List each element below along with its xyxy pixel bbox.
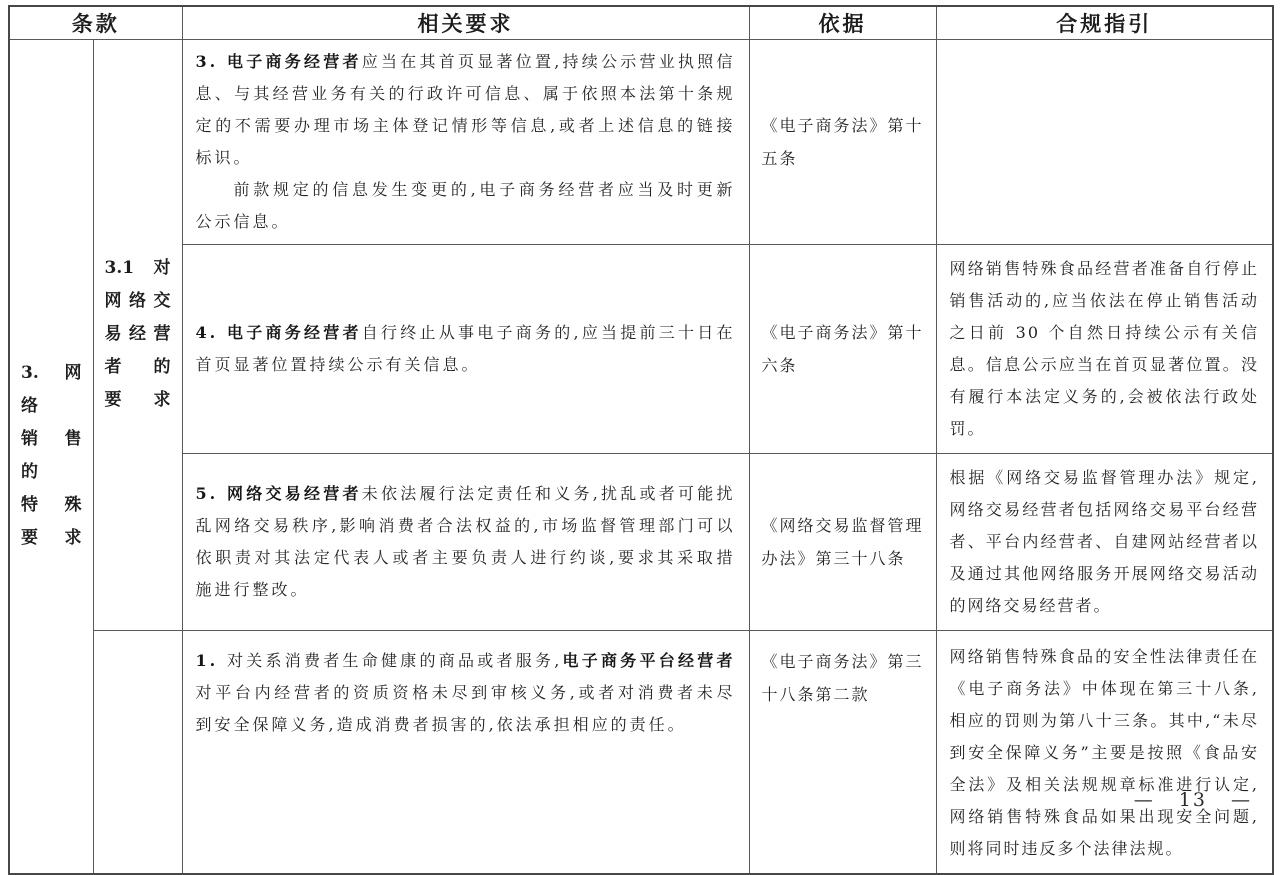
header-requirement: 相关要求 — [182, 6, 749, 39]
clause-cell: 3. 网 络 销 售 的 特 殊 要求 — [9, 39, 93, 874]
table-row — [9, 453, 1273, 630]
table-header-row — [9, 6, 1273, 39]
sub-clause-cell: 3.1 对 网 络 交 易 经 营 者 的 要求 — [93, 39, 182, 630]
table-row — [9, 244, 1273, 453]
requirement-cell-4: 1. 对关系消费者生命健康的商品或者服务,电子商务平台经营者对平台内经营者的资质资格未尽到审核义务,或者对消费者未尽到安全保障义务,造成消费者损害的,依法承担相应的责任。 — [182, 630, 749, 874]
header-basis: 依据 — [749, 6, 936, 39]
guide-cell-4: 网络销售特殊食品的安全性法律责任在《电子商务法》中体现在第三十八条,相应的罚则为第八十三条。其中,“未尽到安全保障义务”主要是按照《食品安全法》及相关法规规章标准进行认定,网络销售特殊食品如果出现安全问题,则将同时违反多个法律法规。 — [936, 630, 1273, 874]
guide-cell-1 — [936, 39, 1273, 244]
requirement-cell-1: 3. 电子商务经营者应当在其首页显著位置,持续公示营业执照信息、与其经营业务有关的行政许可信息、属于依照本法第十条规定的不需要办理市场主体登记情形等信息,或者上述信息的链接标识。 前款规定的信息发生变更的,电子商务经营者应当及时更新公示信息。 — [182, 39, 749, 244]
compliance-table — [8, 5, 1274, 875]
guide-cell-2: 网络销售特殊食品经营者准备自行停止销售活动的,应当依法在停止销售活动之日前 30 个自然日持续公示有关信息。信息公示应当在首页显著位置。没有履行本法定义务的,会被依法行政处罚。 — [936, 244, 1273, 453]
requirement-cell-3: 5. 网络交易经营者未依法履行法定责任和义务,扰乱或者可能扰乱网络交易秩序,影响消费者合法权益的,市场监督管理部门可以依职责对其法定代表人或者主要负责人进行约谈,要求其采取措施进行整改。 — [182, 453, 749, 630]
table-row — [9, 39, 1273, 244]
basis-cell-3: 《网络交易监督管理办法》第三十八条 — [749, 453, 936, 630]
page-number: — 13 — — [1133, 789, 1252, 811]
basis-cell-1: 《电子商务法》第十五条 — [749, 39, 936, 244]
basis-cell-2: 《电子商务法》第十六条 — [749, 244, 936, 453]
sub-clause-empty-cell — [93, 630, 182, 874]
header-clause: 条款 — [9, 6, 182, 39]
table-row — [9, 630, 1273, 874]
basis-cell-4: 《电子商务法》第三十八条第二款 — [749, 630, 936, 874]
header-guide: 合规指引 — [936, 6, 1273, 39]
guide-cell-3: 根据《网络交易监督管理办法》规定,网络交易经营者包括网络交易平台经营者、平台内经营者、自建网站经营者以及通过其他网络服务开展网络交易活动的网络交易经营者。 — [936, 453, 1273, 630]
requirement-cell-2: 4. 电子商务经营者自行终止从事电子商务的,应当提前三十日在首页显著位置持续公示有关信息。 — [182, 244, 749, 453]
